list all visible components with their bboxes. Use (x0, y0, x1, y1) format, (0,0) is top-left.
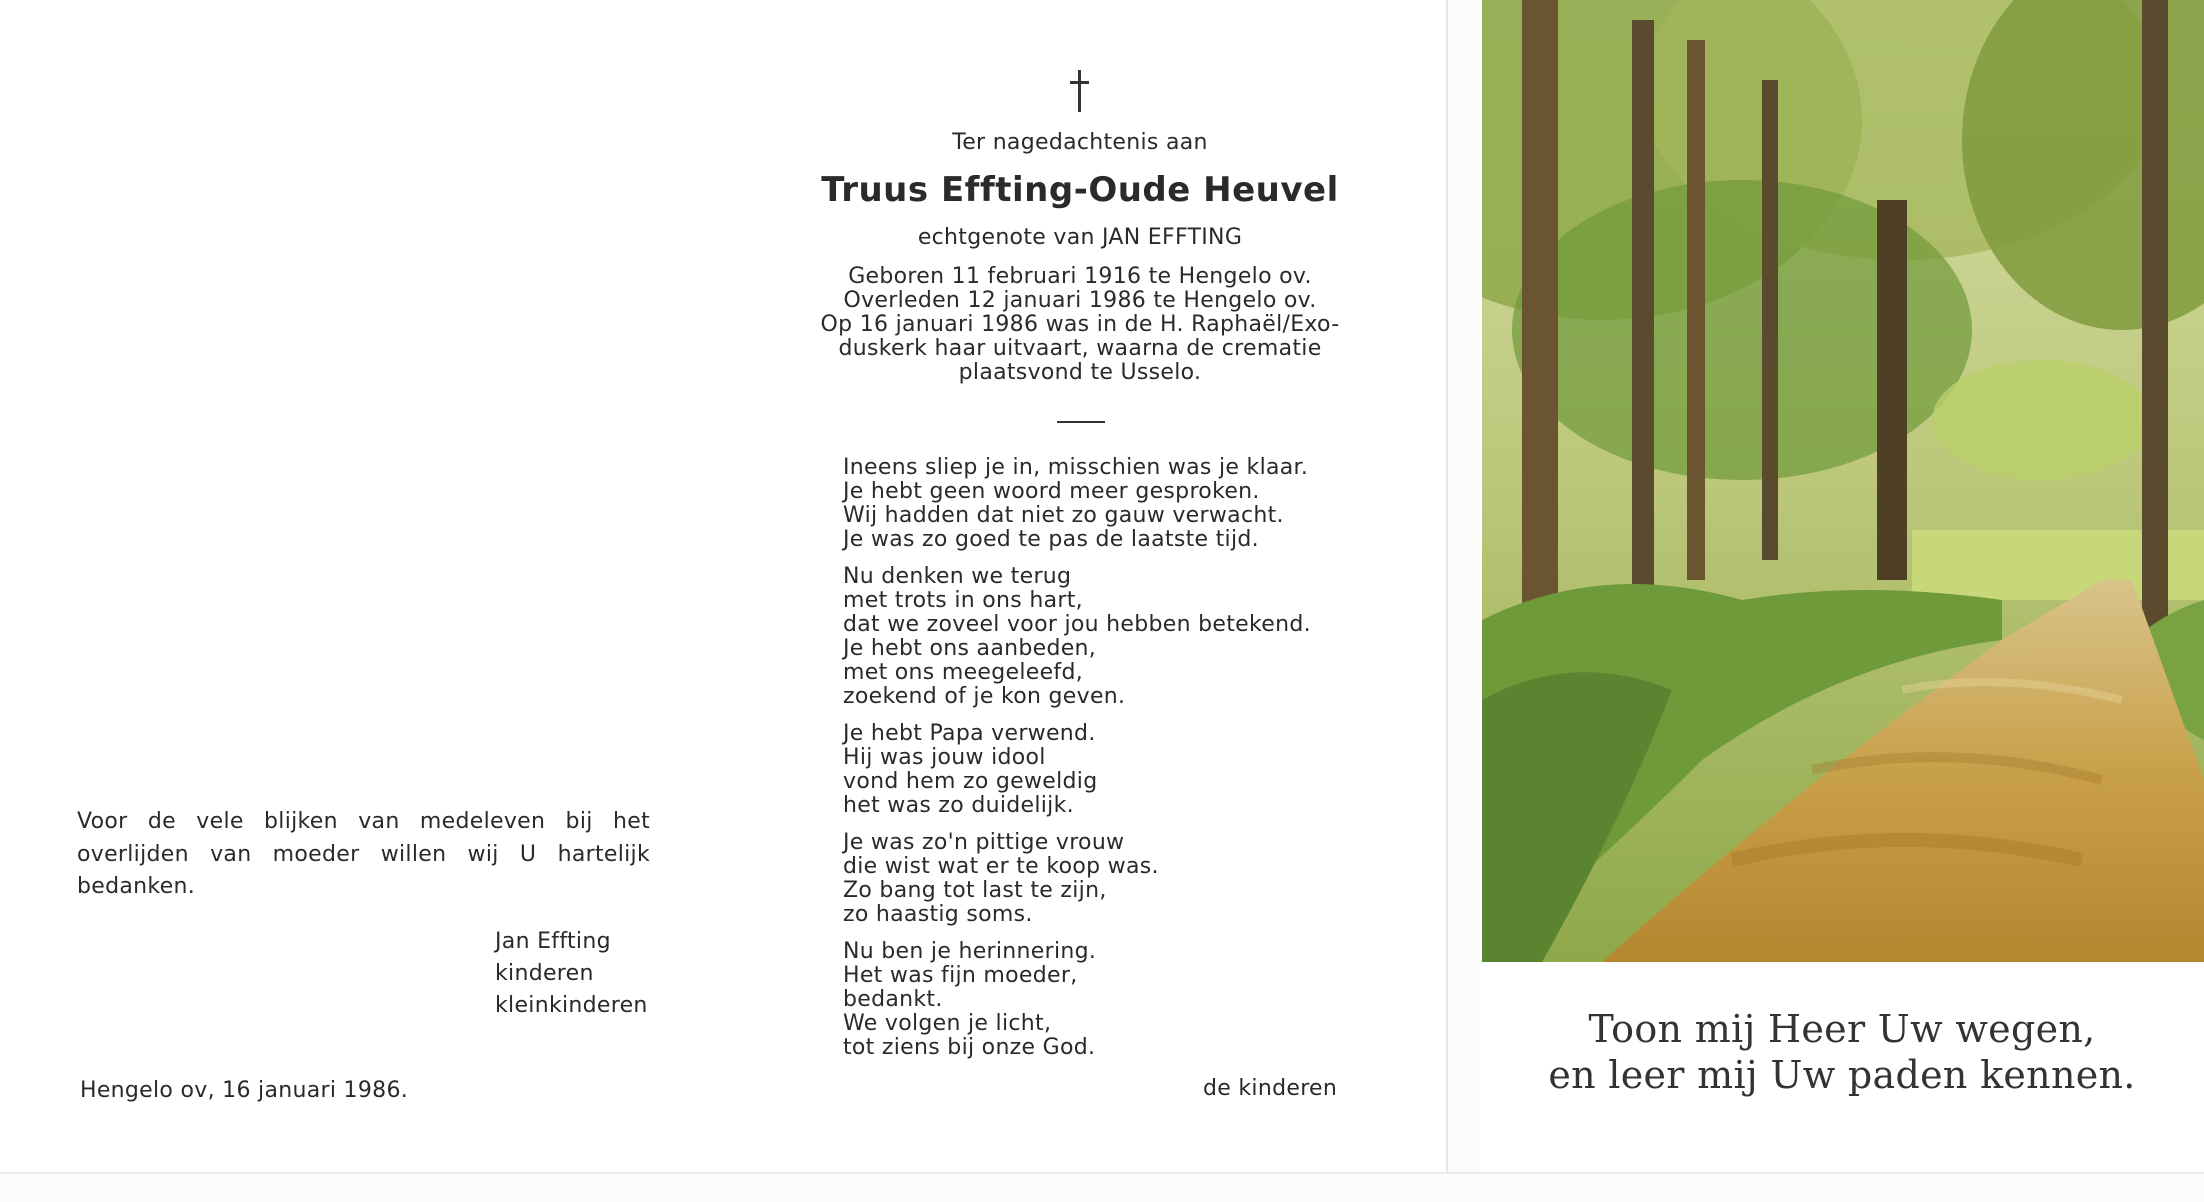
poem-line: die wist wat er te koop was. (843, 854, 1159, 879)
thanks-line: Voor de vele blijken van medeleven bij het (77, 809, 650, 834)
poem-line: Je was zo'n pittige vrouw (843, 830, 1125, 855)
poem-line: Je hebt Papa verwend. (843, 721, 1096, 746)
poem-line: dat we zoveel voor jou hebben betekend. (843, 612, 1311, 637)
deceased-name: Truus Effting-Oude Heuvel (821, 170, 1339, 210)
poem-line: Je hebt ons aanbeden, (843, 636, 1097, 661)
card-fold-gap (1447, 0, 1482, 1178)
poem-line: Nu denken we terug (843, 564, 1072, 589)
poem-line: met ons meegeleefd, (843, 660, 1084, 685)
poem-line: vond hem zo geweldig (843, 769, 1098, 794)
details-line: Overleden 12 januari 1986 te Hengelo ov. (843, 288, 1317, 313)
place-date: Hengelo ov, 16 januari 1986. (80, 1078, 409, 1103)
life-details (730, 265, 1430, 385)
poem-stanza (843, 456, 1311, 552)
signer-line: Jan Effting (495, 929, 611, 954)
poem-stanza (843, 722, 1311, 818)
poem-line: Wij hadden dat niet zo gauw verwacht. (843, 503, 1284, 528)
poem-line: We volgen je licht, (843, 1011, 1052, 1036)
poem-line: het was zo duidelijk. (843, 793, 1074, 818)
separator-rule (1057, 421, 1105, 423)
details-line: Op 16 januari 1986 was in de H. Raphaël/Exo- (820, 312, 1340, 337)
poem-line: Je was zo goed te pas de laatste tijd. (843, 527, 1259, 552)
signer-line: kleinkinderen (495, 993, 648, 1018)
spouse-line: echtgenote van JAN EFFTING (917, 225, 1243, 250)
poem-line: Het was fijn moeder, (843, 963, 1078, 988)
poem-stanza (843, 565, 1311, 709)
poem-line: Je hebt geen woord meer gesproken. (843, 479, 1260, 504)
latin-cross-icon (1065, 70, 1095, 112)
poem-line: zoekend of je kon geven. (843, 684, 1126, 709)
details-line: duskerk haar uitvaart, waarna de crematie (838, 336, 1322, 361)
poem-line: Ineens sliep je in, misschien was je klaar. (843, 455, 1309, 480)
prayer-line: Toon mij Heer Uw wegen, (1588, 1007, 2096, 1051)
poem-signature: de kinderen (1203, 1076, 1338, 1101)
details-line: plaatsvond te Usselo. (958, 360, 1202, 385)
poem-line: Zo bang tot last te zijn, (843, 878, 1107, 903)
poem-line: Nu ben je herinnering. (843, 939, 1097, 964)
poem-stanza (843, 831, 1311, 927)
poem-line: bedankt. (843, 987, 943, 1012)
poem-line: met trots in ons hart, (843, 588, 1083, 613)
thanks-line: overlijden van moeder willen wij U hartelijk (77, 841, 650, 867)
tree-lined-path-photo (1482, 0, 2204, 962)
poem-line: Hij was jouw idool (843, 745, 1046, 770)
prayer-verse (1480, 1006, 2204, 1098)
signer-line: kinderen (495, 961, 594, 986)
memorial-intro: Ter nagedachtenis aan (952, 130, 1208, 155)
thanks-line: bedanken. (77, 874, 196, 899)
prayer-line: en leer mij Uw paden kennen. (1548, 1053, 2136, 1097)
signers-block (495, 926, 648, 1022)
poem-line: tot ziens bij onze God. (843, 1035, 1096, 1060)
thanks-text (77, 806, 650, 904)
poem-line: zo haastig soms. (843, 902, 1033, 927)
poem-stanza (843, 940, 1311, 1060)
fold-divider (1446, 0, 1448, 1178)
card-bottom-edge (0, 1172, 2204, 1202)
poem (843, 456, 1311, 1073)
details-line: Geboren 11 februari 1916 te Hengelo ov. (848, 264, 1312, 289)
